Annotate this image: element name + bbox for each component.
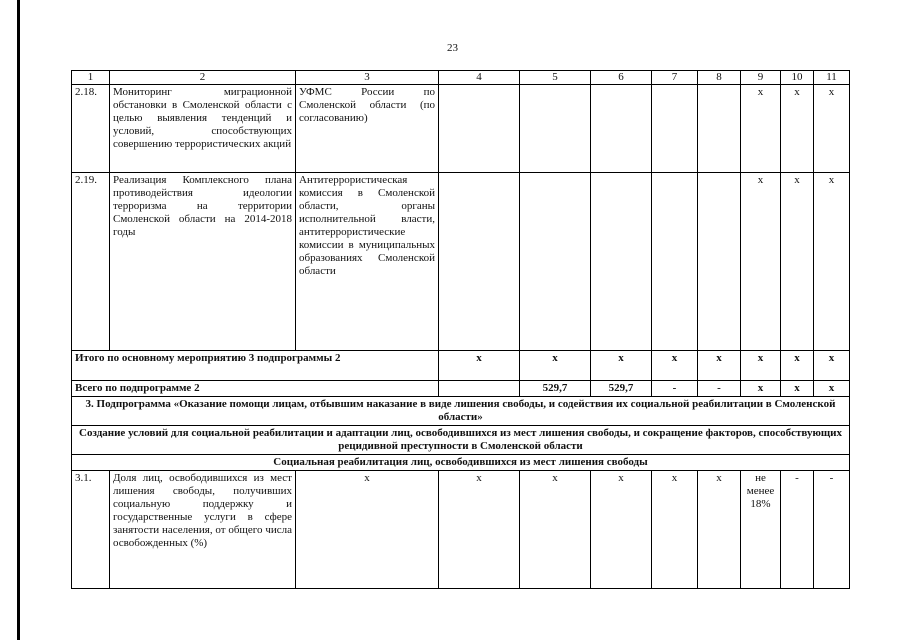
table-row-2-19	[72, 173, 850, 351]
empty-cell	[439, 85, 520, 173]
empty-cell	[520, 173, 591, 351]
executor-cell: Антитеррористическая комиссия в Смоленской области, органы исполнительной власти, антитеррористические комиссии в муниципальных образованиях Смоленской области	[296, 173, 439, 351]
empty-cell	[698, 173, 741, 351]
header-col-2: 2	[110, 71, 296, 85]
empty-cell	[439, 173, 520, 351]
col-11-value: х	[814, 85, 850, 173]
col-7-value: х	[652, 351, 698, 381]
header-col-10: 10	[781, 71, 814, 85]
col-7-value: -	[652, 381, 698, 397]
header-col-1: 1	[72, 71, 110, 85]
col-10-value: -	[781, 471, 814, 589]
itogo-label: Итого по основному мероприятию 3 подпрограммы 2	[72, 351, 439, 381]
table-row-3-1	[72, 471, 850, 589]
indicator-description: Доля лиц, освободившихся из мест лишения свободы, получивших социальную поддержку и государственные услуги в сфере занятости населения, от общего числа освобожденных (%)	[110, 471, 296, 589]
col-5-value: 529,7	[520, 381, 591, 397]
col-8-value: х	[698, 351, 741, 381]
page-left-edge-bar	[17, 0, 20, 640]
row-number: 2.18.	[72, 85, 110, 173]
col-4-value: х	[439, 351, 520, 381]
plan-table	[71, 70, 850, 589]
header-col-4: 4	[439, 71, 520, 85]
col-10-value: х	[781, 173, 814, 351]
vsego-label: Всего по подпрограмме 2	[72, 381, 439, 397]
measure-description: Реализация Комплексного плана противодействия идеологии терроризма на территории Смоленской области на 2014-2018 годы	[110, 173, 296, 351]
col-3-value: х	[296, 471, 439, 589]
column-number-header-row	[72, 71, 850, 85]
empty-cell	[698, 85, 741, 173]
col-10-value: х	[781, 85, 814, 173]
table-row-2-18	[72, 85, 850, 173]
col-5-value: х	[520, 351, 591, 381]
empty-cell	[439, 381, 520, 397]
executor-cell: УФМС России по Смоленской области (по согласованию)	[296, 85, 439, 173]
header-col-7: 7	[652, 71, 698, 85]
col-5-value: х	[520, 471, 591, 589]
measure-description: Мониторинг миграционной обстановки в Смоленской области с целью выявления тенденций и условий, способствующих совершению террористических акций	[110, 85, 296, 173]
page-number: 23	[447, 42, 458, 54]
task-heading: Социальная реабилитация лиц, освободившихся из мест лишения свободы	[72, 455, 850, 471]
col-9-value: х	[741, 351, 781, 381]
empty-cell	[591, 85, 652, 173]
col-8-value: -	[698, 381, 741, 397]
col-10-value: х	[781, 351, 814, 381]
row-number: 2.19.	[72, 173, 110, 351]
empty-cell	[591, 173, 652, 351]
header-col-5: 5	[520, 71, 591, 85]
header-col-8: 8	[698, 71, 741, 85]
col-6-value: х	[591, 471, 652, 589]
col-6-value: 529,7	[591, 381, 652, 397]
row-number: 3.1.	[72, 471, 110, 589]
col-9-value: х	[741, 85, 781, 173]
empty-cell	[520, 85, 591, 173]
itogo-row	[72, 351, 850, 381]
col-10-value: х	[781, 381, 814, 397]
subprogram-3-heading-row	[72, 397, 850, 426]
col-9-value: не менее 18%	[741, 471, 781, 589]
col-9-value: х	[741, 381, 781, 397]
col-9-value: х	[741, 173, 781, 351]
goal-heading-row	[72, 426, 850, 455]
vsego-row	[72, 381, 850, 397]
empty-cell	[652, 85, 698, 173]
col-6-value: х	[591, 351, 652, 381]
col-4-value: х	[439, 471, 520, 589]
col-11-value: х	[814, 173, 850, 351]
empty-cell	[652, 173, 698, 351]
col-11-value: -	[814, 471, 850, 589]
header-col-6: 6	[591, 71, 652, 85]
col-11-value: х	[814, 351, 850, 381]
col-7-value: х	[652, 471, 698, 589]
goal-heading: Создание условий для социальной реабилитации и адаптации лиц, освободившихся из мест лишения свободы, и сокращение факторов, способствующих рецидивной преступности в Смоленской области	[72, 426, 850, 455]
subprogram-3-heading: 3. Подпрограмма «Оказание помощи лицам, отбывшим наказание в виде лишения свободы, и содействия их социальной реабилитации в Смоленской области»	[72, 397, 850, 426]
task-heading-row	[72, 455, 850, 471]
col-11-value: х	[814, 381, 850, 397]
header-col-11: 11	[814, 71, 850, 85]
col-8-value: х	[698, 471, 741, 589]
header-col-9: 9	[741, 71, 781, 85]
header-col-3: 3	[296, 71, 439, 85]
